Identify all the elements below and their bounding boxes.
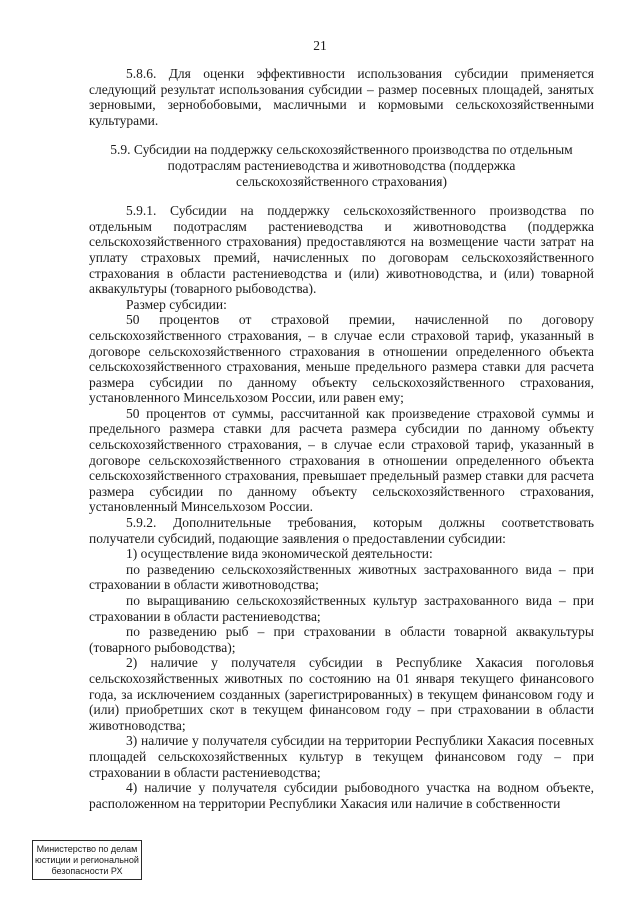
stamp-line-3: безопасности РХ — [51, 866, 123, 876]
section-heading-5-9: 5.9. Субсидии на поддержку сельскохозяйственного производства по отдельным подотраслям растениеводства и животноводства (поддержка сельскохозяйственного страхования) — [110, 142, 573, 189]
stamp-line-2: юстиции и региональной — [35, 855, 139, 865]
subsidy-size-option-2: 50 процентов от суммы, рассчитанной как произведение страховой суммы и предельного размера ставки для расчета размера субсидии по данному объекту сельскохозяйственного страхования, – в случае если страховой тариф, указанный в договоре сельскохозяйственного страхования в отношении определенного объекта сельскохозяйственного страхования, превышает предельный размер ставки для расчета размера субсидии по данному объекту сельскохозяйственного страхования, установленный Минсельхозом России. — [89, 405, 594, 515]
document-body — [89, 66, 594, 811]
subsidy-size-label: Размер субсидии: — [126, 296, 227, 312]
paragraph-5-9-2: 5.9.2. Дополнительные требования, которым должны соответствовать получатели субсидий, подающие заявления о предоставлении субсидии: — [89, 515, 594, 546]
requirement-1-crops: по выращиванию сельскохозяйственных культур застрахованного вида – при страховании в области растениеводства; — [89, 593, 594, 624]
requirement-1-livestock: по разведению сельскохозяйственных животных застрахованного вида – при страховании в области животноводства; — [89, 561, 594, 593]
requirement-4: 4) наличие у получателя субсидии рыбоводного участка на водном объекте, расположенном на территории Республики Хакасия или наличие в собственности — [89, 780, 594, 811]
paragraph-5-8-6: 5.8.6. Для оценки эффективности использования субсидии применяется следующий результат использования субсидии – размер посевных площадей, занятых зерновыми, зернобобовыми, масличными и кормовыми сельскохозяйственными культурами. — [89, 66, 594, 128]
requirement-1-fish: по разведению рыб – при страховании в области товарной аквакультуры (товарного рыбоводства); — [89, 624, 594, 655]
paragraph-5-9-1: 5.9.1. Субсидии на поддержку сельскохозяйственного производства по отдельным подотраслям растениеводства и животноводства (поддержка сельскохозяйственного страхования) предоставляются на возмещение части затрат на уплату страховых премий, начисленных по договорам сельскохозяйственного страхования в области растениеводства и (или) животноводства, и (или) товарной аквакультуры (товарного рыбоводства). — [89, 203, 594, 297]
requirement-3: 3) наличие у получателя субсидии на территории Республики Хакасия посевных площадей сельскохозяйственных культур в текущем финансовом году – при страховании в области растениеводства; — [89, 733, 594, 780]
stamp-line-1: Министерство по делам — [36, 844, 138, 854]
registration-stamp — [32, 840, 142, 880]
requirement-2: 2) наличие у получателя субсидии в Республике Хакасия поголовья сельскохозяйственных животных по состоянию на 01 января текущего финансового года, за исключением созданных (зарегистрированных) в текущем финансовом году и (или) приобретших скот в текущем финансовом году – при страховании в области животноводства; — [89, 655, 594, 733]
subsidy-size-option-1: 50 процентов от страховой премии, начисленной по договору сельскохозяйственного страхования, – в случае если страховой тариф, указанный в договоре сельскохозяйственного страхования в отношении определенного объекта сельскохозяйственного страхования, меньше предельного размера ставки для расчета размера субсидии по данному объекту сельскохозяйственного страхования, установленного Минсельхозом России, или равен ему; — [89, 312, 594, 406]
page-number: 21 — [313, 38, 327, 53]
requirement-1: 1) осуществление вида экономической деятельности: — [126, 546, 433, 562]
